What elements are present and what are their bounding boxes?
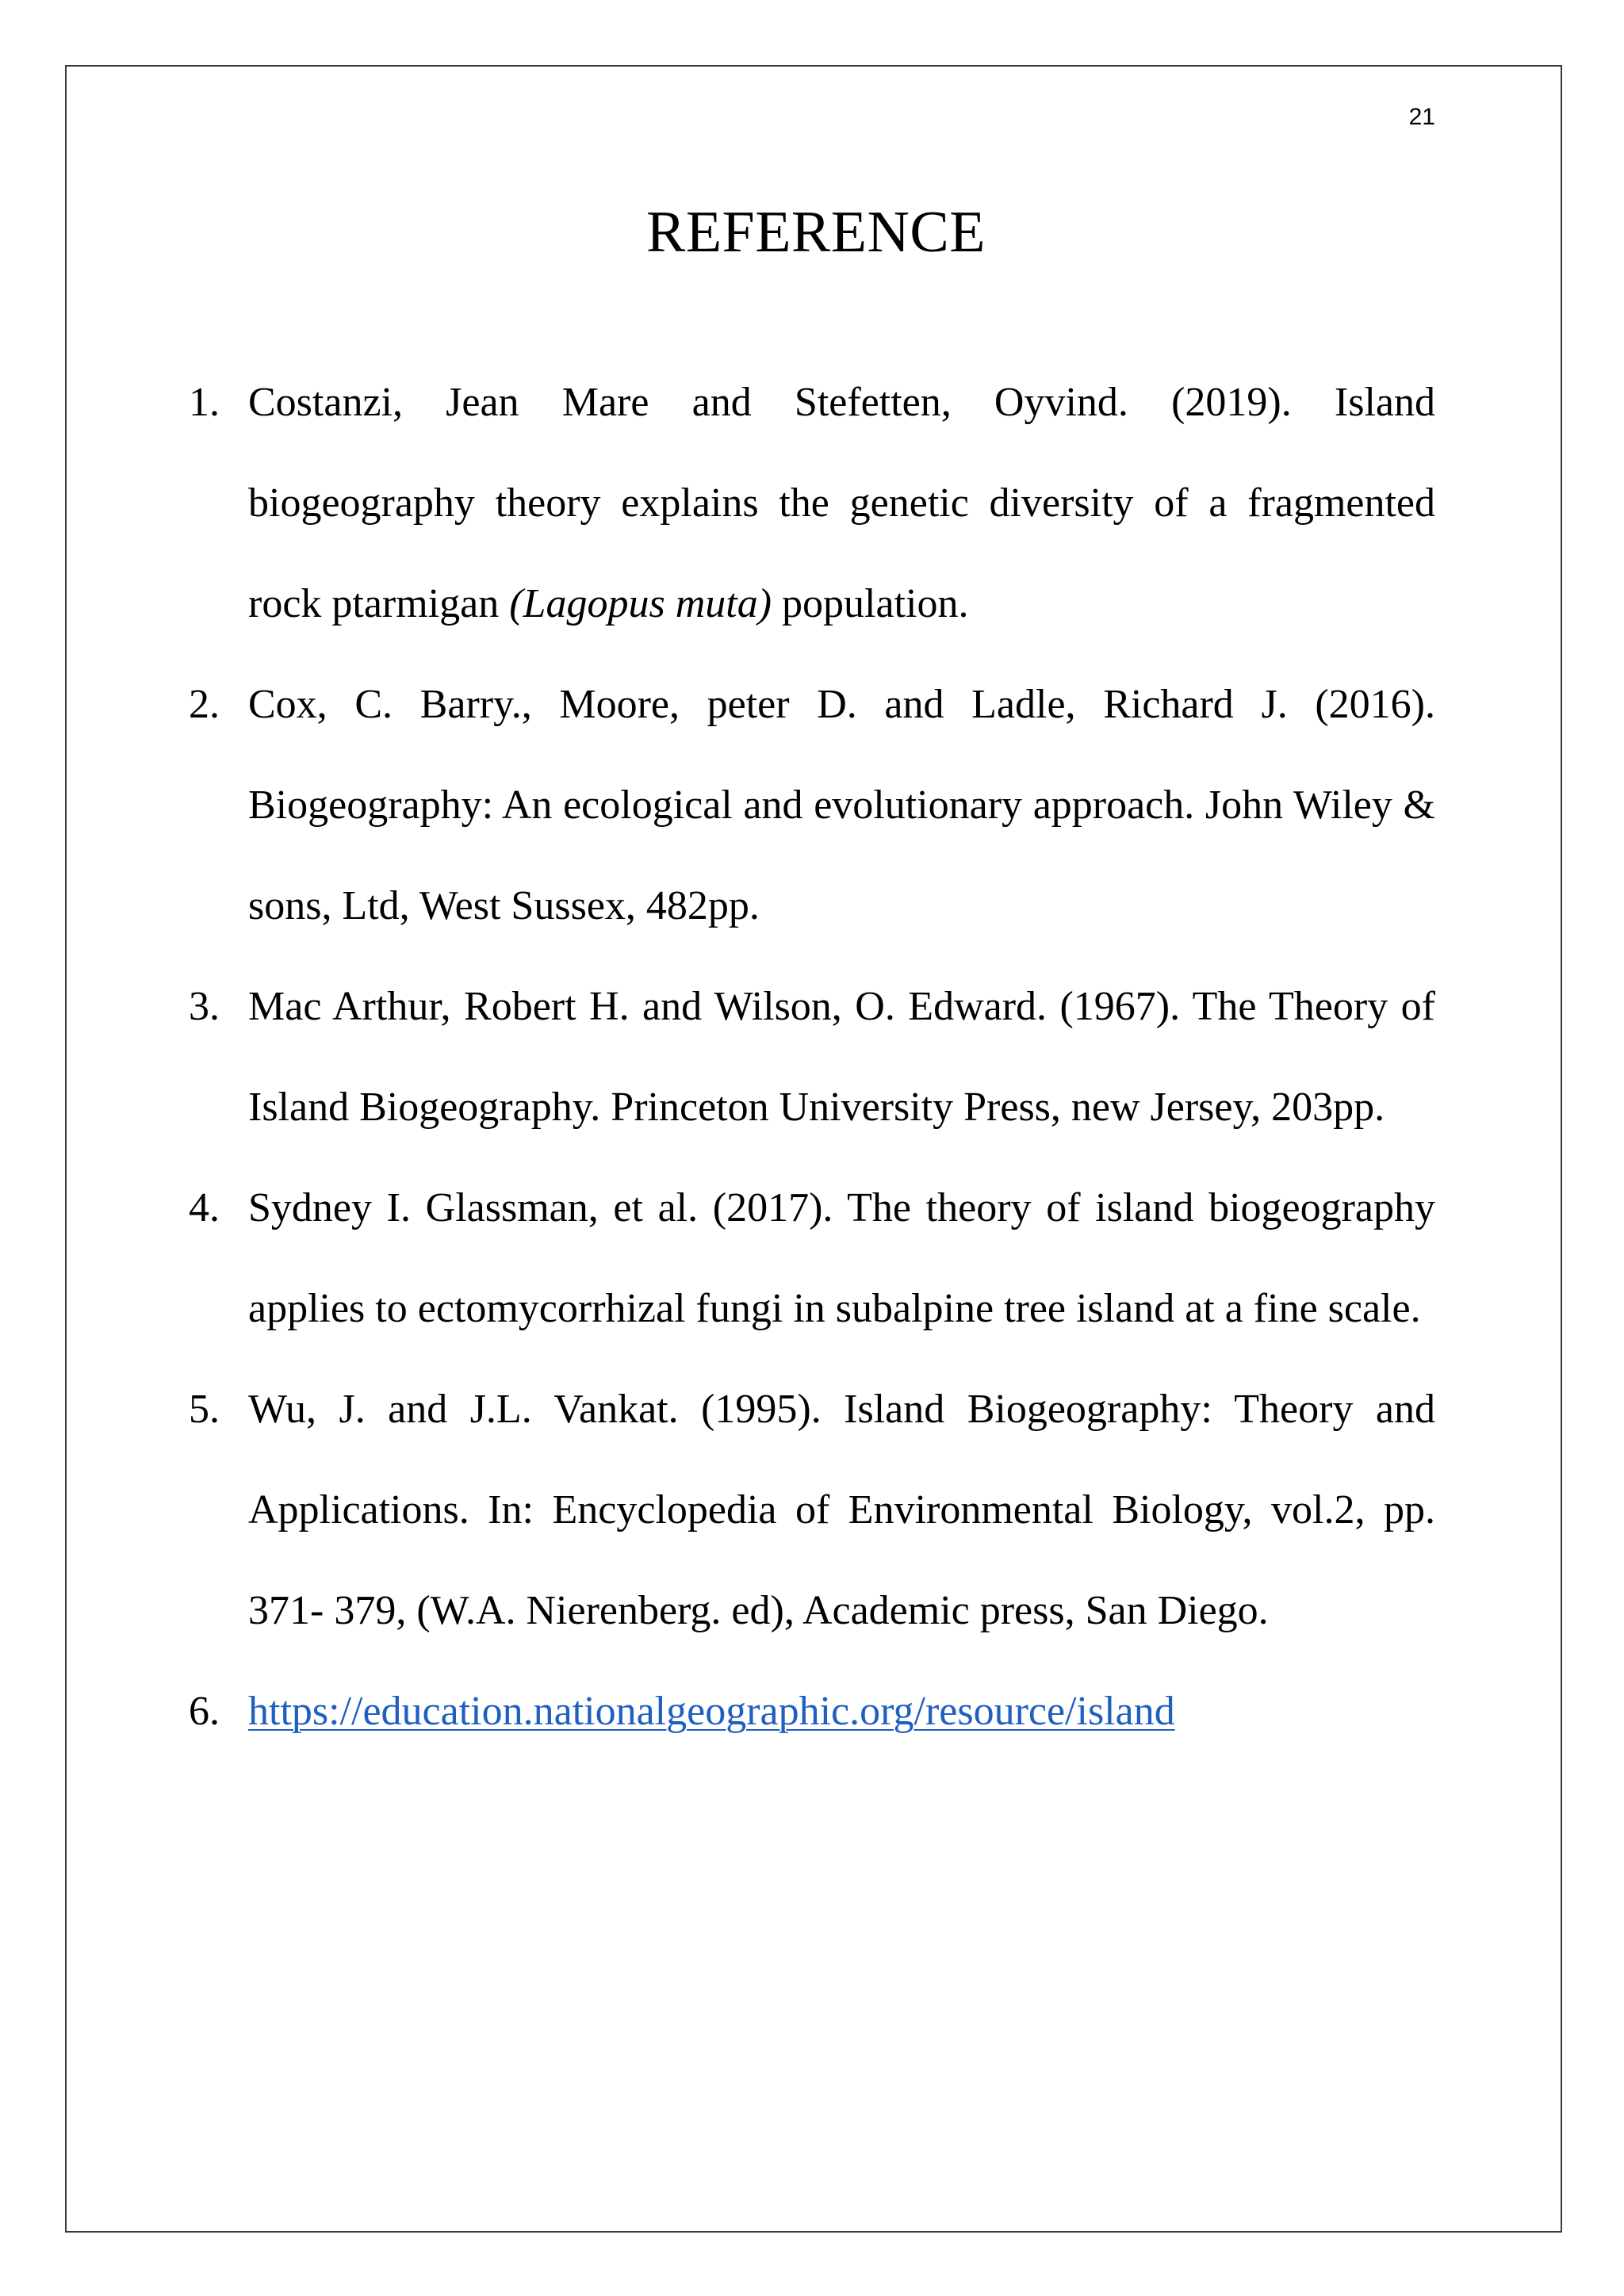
reference-text: Mac Arthur, Robert H. and Wilson, O. Edward. (1967). The Theory of Island Biogeography. Princeton University Press, new Jersey, 203pp. <box>248 984 1435 1130</box>
reference-text: Cox, C. Barry., Moore, peter D. and Ladle, Richard J. (2016). Biogeography: An ecological and evolutionary approach. John Wiley & sons, Ltd, West Sussex, 482pp. <box>248 682 1435 928</box>
reference-list <box>189 352 1435 1762</box>
reference-text: Wu, J. and J.L. Vankat. (1995). Island Biogeography: Theory and Applications. In: Encyclopedia of Environmental Biology, vol.2, pp. 371- 379, (W.A. Nierenberg. ed), Academic press, San Diego. <box>248 1387 1435 1633</box>
page-number: 21 <box>1408 104 1435 130</box>
reference-text <box>248 352 1435 654</box>
reference-number: 1. <box>189 380 220 425</box>
reference-text: Sydney I. Glassman, et al. (2017). The theory of island biogeography applies to ectomycorrhizal fungi in subalpine tree island at a fine scale. <box>248 1185 1435 1331</box>
reference-number: 3. <box>189 984 220 1029</box>
reference-item-6 <box>189 1661 1435 1762</box>
reference-item-4 <box>189 1158 1435 1359</box>
species-name: (Lagopus muta) <box>509 581 772 626</box>
reference-text <box>248 1661 1435 1762</box>
reference-text-main: Costanzi, Jean Mare and Stefetten, Oyvind. (2019). Island biogeography theory explains the genetic diversity of a fragmented rock ptarmigan <box>248 380 1435 626</box>
reference-item-2 <box>189 654 1435 956</box>
reference-number: 4. <box>189 1185 220 1230</box>
reference-link[interactable]: https://education.nationalgeographic.org/resource/island <box>248 1689 1175 1734</box>
reference-text-end: population. <box>772 581 969 626</box>
reference-item-3 <box>189 956 1435 1158</box>
page-title <box>0 197 1624 268</box>
page-title-text: REFERENCE <box>646 200 986 265</box>
reference-item-1 <box>189 352 1435 654</box>
reference-item-5 <box>189 1359 1435 1661</box>
reference-number: 2. <box>189 682 220 727</box>
reference-number: 6. <box>189 1689 220 1734</box>
reference-number: 5. <box>189 1387 220 1432</box>
